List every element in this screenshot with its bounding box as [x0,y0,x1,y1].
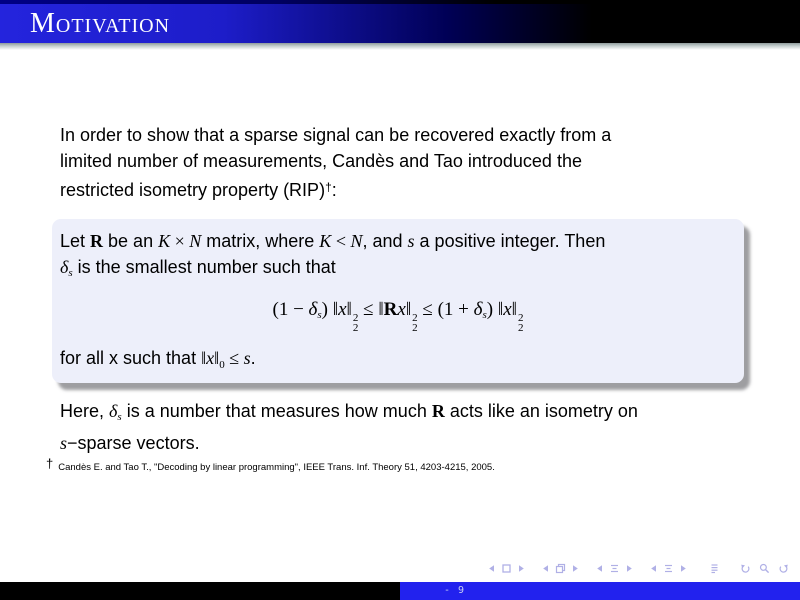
block-text-segment: Let [60,231,91,251]
var-K: K [158,231,171,251]
block-condition-line [60,345,736,378]
footer-bar [0,582,800,600]
search-icon[interactable] [758,562,771,575]
next-frame-icon[interactable] [569,562,582,575]
slide-nav-group [485,562,528,575]
norm-bar: ‖ [201,348,207,368]
intro-line3: restricted isometry property (RIP) [60,180,326,200]
var-K: K [319,231,332,251]
formula-segment: ) [486,299,498,320]
block-text-segment: for all x such that [60,348,202,368]
superscript-2: 2 [412,312,418,324]
section-nav-group [647,562,690,575]
norm-bar: ‖ [511,299,517,320]
prev-frame-icon[interactable] [539,562,552,575]
footnote [46,457,766,474]
norm-bar: ‖ [332,299,339,320]
prev-section-icon[interactable] [647,562,660,575]
intro-colon: : [331,180,337,200]
subscript-2: 2 [517,322,524,334]
delta-subscript: s [482,309,487,321]
text-segment: Here, [60,401,110,421]
var-x: x [503,299,512,320]
block-text-segment: a positive integer. Then [414,231,606,251]
slide-icon[interactable] [500,562,513,575]
block-text-segment: matrix, where [201,231,320,251]
explanation-paragraph [60,398,760,456]
superscript-2: 2 [517,312,524,324]
norm-bar: ‖ [405,299,412,320]
delta-symbol: δ [473,299,483,320]
leq-sign: ≤ [358,299,379,320]
var-s: s [243,348,251,368]
frame-nav-group [539,562,582,575]
next-slide-icon[interactable] [515,562,528,575]
norm-bar: ‖ [346,299,352,320]
block-text [60,228,736,286]
var-x: x [397,299,406,320]
title-bar [0,4,800,43]
subsection-icon[interactable] [608,562,621,575]
footer-left-black [0,582,400,600]
var-N: N [189,231,202,251]
times-sign: × [170,231,190,251]
matrix-R: R [90,231,104,251]
formula-segment: ) [321,299,333,320]
subscript-2: 2 [412,322,418,334]
text-segment: acts like an isometry on [444,401,638,421]
var-s: s [60,433,68,453]
period: . [250,348,256,368]
text-segment: −sparse vectors. [67,433,200,453]
formula-segment: (1 − [272,299,309,320]
frame-icon[interactable] [554,562,567,575]
block-text-segment: , and [362,231,408,251]
formula-segment: (1 + [437,299,474,320]
slide-title: Motivation [30,8,171,39]
subscript-2: 2 [352,322,359,334]
text-segment: is a number that measures how much [121,401,432,421]
back-find-forward-group [739,562,790,575]
prev-subsection-icon[interactable] [593,562,606,575]
leq-sign: ≤ [224,348,244,368]
footnote-dagger: † [46,456,54,471]
norm-bar: ‖ [214,348,220,368]
delta-subscript: s [317,309,322,321]
footer-right-blue [400,582,800,600]
header-shadow-strip [0,43,800,50]
intro-line2: limited number of measurements, Candès and Tao introduced the [60,151,582,171]
var-x: x [206,348,215,368]
definition-block [52,219,744,383]
block-text-segment: be an [103,231,159,251]
norm-bar: ‖ [378,299,384,320]
var-s: s [407,231,415,251]
next-subsection-icon[interactable] [623,562,636,575]
back-icon[interactable] [739,562,752,575]
forward-icon[interactable] [777,562,790,575]
leq-sign: ≤ [417,299,438,320]
delta-subscript: s [117,411,122,423]
delta-symbol: δ [308,299,318,320]
less-than-sign: < [331,231,351,251]
subscript-0: 0 [219,359,225,371]
intro-line1: In order to show that a sparse signal can be recovered exactly from a [60,125,612,145]
footnote-citation: Candès E. and Tao T., "Decoding by linear programming", IEEE Trans. Inf. Theory 51, 4203-4215, 2005. [58,462,495,473]
document-nav-group [708,562,721,575]
var-x: x [338,299,347,320]
prev-slide-icon[interactable] [485,562,498,575]
matrix-R: R [383,299,398,320]
next-section-icon[interactable] [677,562,690,575]
document-icon[interactable] [708,562,721,575]
delta-subscript: s [68,267,73,279]
var-N: N [350,231,363,251]
subsection-nav-group [593,562,636,575]
page-number: - 9 [444,585,466,596]
norm-bar: ‖ [497,299,504,320]
rip-inequality [60,299,736,333]
script-stack [518,313,524,333]
navigation-bar [474,560,790,576]
superscript-2: 2 [352,312,359,324]
footnote-marker: † [325,180,332,194]
delta-symbol: δ [109,401,118,421]
intro-paragraph [60,122,760,203]
delta-symbol: δ [60,257,69,277]
block-text-segment: is the smallest number such that [72,257,336,277]
section-icon[interactable] [662,562,675,575]
matrix-R: R [431,401,445,421]
